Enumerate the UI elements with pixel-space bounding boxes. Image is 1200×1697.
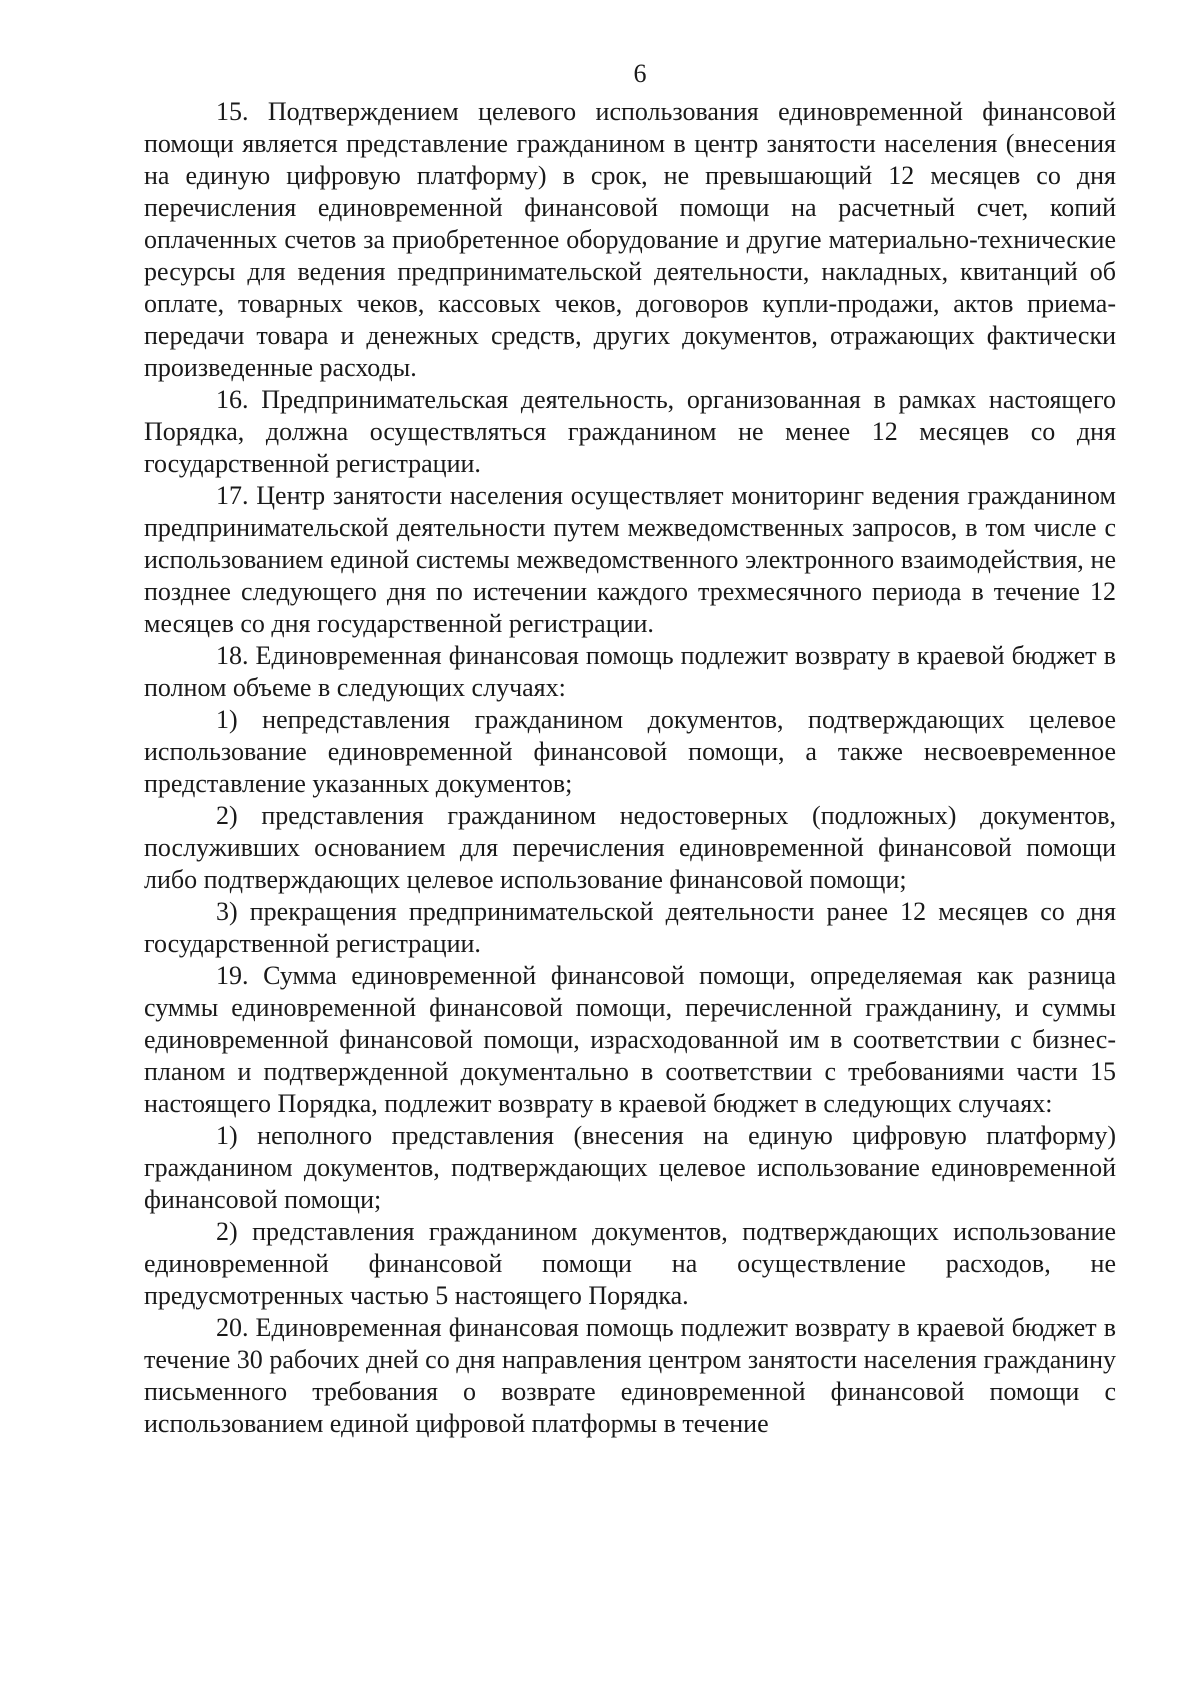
paragraph-20: 20. Единовременная финансовая помощь подлежит возврату в краевой бюджет в течение 30 рабочих дней со дня направления центром занятости населения гражданину письменного требования о возврате единовременной финансовой помощи с использованием единой цифровой платформы в течение bbox=[144, 1313, 1116, 1438]
paragraph-18-item-1: 1) непредставления гражданином документов, подтверждающих целевое использование единовременной финансовой помощи, а также несвоевременное представление указанных документов; bbox=[144, 705, 1116, 798]
paragraph-19-item-1: 1) неполного представления (внесения на единую цифровую платформу) гражданином документов, подтверждающих целевое использование единовременной финансовой помощи; bbox=[144, 1121, 1116, 1214]
paragraph-15: 15. Подтверждением целевого использования единовременной финансовой помощи является представление гражданином в центр занятости населения (внесения на единую цифровую платформу) в срок, не превышающий 12 месяцев со дня перечисления единовременной финансовой помощи на расчетный счет, копий оплаченных счетов за приобретенное оборудование и другие материально-технические ресурсы для ведения предпринимательской деятельности, накладных, квитанций об оплате, товарных чеков, кассовых чеков, договоров купли-продажи, актов приема-передачи товара и денежных средств, других документов, отражающих фактически произведенные расходы. bbox=[144, 97, 1116, 382]
paragraph-18: 18. Единовременная финансовая помощь подлежит возврату в краевой бюджет в полном объеме в следующих случаях: bbox=[144, 641, 1116, 702]
paragraph-19: 19. Сумма единовременной финансовой помощи, определяемая как разница суммы единовременной финансовой помощи, перечисленной гражданину, и суммы единовременной финансовой помощи, израсходованной им в соответствии с бизнес-планом и подтвержденной документально в соответствии с требованиями части 15 настоящего Порядка, подлежит возврату в краевой бюджет в следующих случаях: bbox=[144, 961, 1116, 1118]
paragraph-17: 17. Центр занятости населения осуществляет мониторинг ведения гражданином предпринимательской деятельности путем межведомственных запросов, в том числе с использованием единой системы межведомственного электронного взаимодействия, не позднее следующего дня по истечении каждого трехмесячного периода в течение 12 месяцев со дня государственной регистрации. bbox=[144, 481, 1116, 638]
paragraph-16: 16. Предпринимательская деятельность, организованная в рамках настоящего Порядка, должна осуществляться гражданином не менее 12 месяцев со дня государственной регистрации. bbox=[144, 385, 1116, 478]
paragraph-18-item-2: 2) представления гражданином недостоверных (подложных) документов, послуживших основанием для перечисления единовременной финансовой помощи либо подтверждающих целевое использование финансовой помощи; bbox=[144, 801, 1116, 894]
paragraph-18-item-3: 3) прекращения предпринимательской деятельности ранее 12 месяцев со дня государственной регистрации. bbox=[144, 897, 1116, 958]
paragraph-19-item-2: 2) представления гражданином документов, подтверждающих использование единовременной финансовой помощи на осуществление расходов, не предусмотренных частью 5 настоящего Порядка. bbox=[144, 1217, 1116, 1310]
page-number: 6 bbox=[633, 59, 647, 88]
